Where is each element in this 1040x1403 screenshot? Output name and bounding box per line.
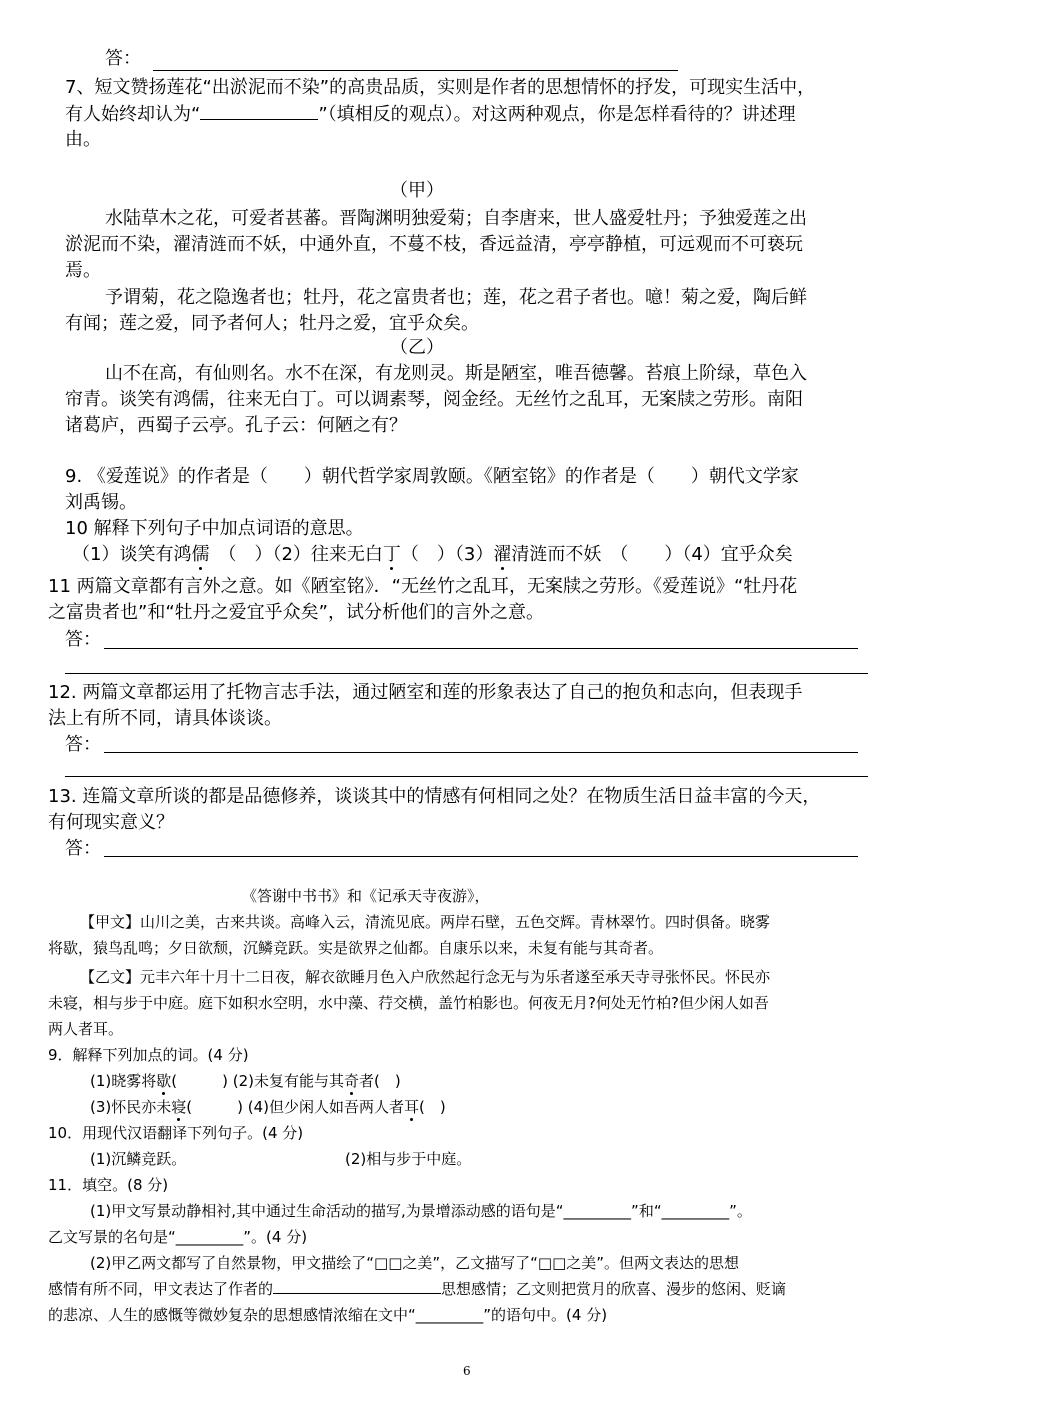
part2-q11-title: 11．填空。(8 分) <box>48 1176 169 1194</box>
yi-line2: 帘青。谈笑有鸿儒，往来无白丁。可以调素琴，阅金经。无丝竹之乱耳，无案牍之劳形。南阳 <box>65 389 803 410</box>
part2-q10-item2: (2)相与步于中庭。 <box>345 1150 472 1168</box>
q12-answer-label: 答： <box>65 734 101 755</box>
jia-p2-line2: 有闻；莲之爱，同予者何人；牡丹之爱，宜乎众矣。 <box>65 313 479 334</box>
jia-p1-line2: 淤泥而不染，濯清涟而不妖，中通外直，不蔓不枝，香远益清，亭亭静植，可远观而不可亵玩 <box>65 234 803 255</box>
jia-p2-line1: 予谓菊，花之隐逸者也；牡丹，花之富贵者也；莲，花之君子者也。噫！菊之爱，陶后鲜 <box>105 287 807 308</box>
part2-q11-line2: 乙文写景的名句是“_________”。(4 分) <box>48 1228 308 1246</box>
part2-jia-line2: 将歇，猿鸟乱鸣；夕日欲颓，沉鳞竞跃。实是欲界之仙都。自康乐以来，未复有能与其奇者。 <box>48 939 664 957</box>
part2-q11-blank[interactable] <box>273 1278 441 1294</box>
q11-line2: 之富贵者也”和“牡丹之爱宜乎众矣”，试分析他们的言外之意。 <box>48 602 544 623</box>
answer-label-q6: 答： <box>105 48 141 69</box>
part2-yi-line1: 【乙文】元丰六年十月十二日夜，解衣欲睡月色入户欣然起行念无与为乐者遂至承天寺寻张怀民。怀民亦 <box>80 968 771 986</box>
part2-yi-line3: 两人者耳。 <box>48 1020 124 1038</box>
q7-line1: 7、短文赞扬莲花“出淤泥而不染”的高贵品质，实则是作者的思想情怀的抒发，可现实生活中， <box>65 77 816 98</box>
yi-line3: 诸葛庐，西蜀子云亭。孔子云：何陋之有？ <box>65 415 407 436</box>
q11-answer-label: 答： <box>65 629 101 650</box>
q13-line2: 有何现实意义？ <box>48 812 174 833</box>
part2-q10-item1: (1)沉鳞竞跃。 <box>90 1150 187 1168</box>
part2-title: 《答谢中书书》和《记承天寺夜游》， <box>242 887 490 905</box>
q10-title: 10 解释下列句子中加点词语的意思。 <box>65 518 364 539</box>
q12-answer-line1[interactable] <box>104 752 858 753</box>
part2-yi-line2: 未寝，相与步于中庭。庭下如积水空明，水中藻、荇交横，盖竹柏影也。何夜无月?何处无竹柏?但少闲人如吾 <box>48 994 769 1012</box>
yi-line1: 山不在高，有仙则名。水不在深，有龙则灵。斯是陋室，唯吾德馨。苔痕上阶绿，草色入 <box>105 363 807 384</box>
q11-line1: 11 两篇文章都有言外之意。如《陋室铭》．“无丝竹之乱耳，无案牍之劳形。《爱莲说》“牡丹花 <box>48 576 798 597</box>
jia-heading: （甲） <box>390 180 444 201</box>
q12-line2: 法上有所不同，请具体谈谈。 <box>48 708 282 729</box>
q7-line2: 有人始终却认为“ ”（填相反的观点）。对这两种观点，你是怎样看待的？讲述理 <box>65 101 796 128</box>
q7-line3: 由。 <box>65 129 101 150</box>
jia-p1-line3: 焉。 <box>65 260 101 281</box>
page-number: 6 <box>463 1364 471 1378</box>
answer-line-q6[interactable] <box>153 70 678 71</box>
q13-answer-line1[interactable] <box>104 856 858 857</box>
q12-answer-line2[interactable] <box>65 776 868 777</box>
q13-answer-label: 答： <box>65 838 101 859</box>
q12-line1: 12. 两篇文章都运用了托物言志手法，通过陋室和莲的形象表达了自己的抱负和志向，但表现手 <box>48 682 803 703</box>
part2-q9-row1: (1)晓雾将歇( ) (2)未复有能与其奇者( ) <box>90 1072 401 1090</box>
q13-line1: 13. 连篇文章所谈的都是品德修养，谈谈其中的情感有何相同之处？在物质生活日益丰富的今天， <box>48 786 821 807</box>
q11-answer-line1[interactable] <box>104 648 858 649</box>
part2-jia-line1: 【甲文】山川之美，古来共谈。高峰入云，清流见底。两岸石壁，五色交辉。青林翠竹。四时俱备。晓雾 <box>80 913 771 931</box>
part2-q10-title: 10．用现代汉语翻译下列句子。(4 分) <box>48 1124 304 1142</box>
q7-blank[interactable] <box>200 101 318 120</box>
yi-heading: （乙） <box>390 337 444 358</box>
part2-q11-line1: (1)甲文写景动静相衬,其中通过生命活动的描写,为景增添动感的语句是“_________”和“_________”。 <box>90 1202 752 1220</box>
q10-items: （1）谈笑有鸿儒 （ ）（2）往来无白丁（ ）（3）濯清涟而不妖 （ ）（4）宜乎众矣 <box>72 544 793 565</box>
part2-q9-title: 9．解释下列加点的词。(4 分) <box>48 1046 249 1064</box>
jia-p1-line1: 水陆草木之花，可爱者甚蕃。晋陶渊明独爱菊；自李唐来，世人盛爱牡丹；予独爱莲之出 <box>105 208 807 229</box>
part2-q11-line5: 的悲凉、人生的感慨等微妙复杂的思想感情浓缩在文中“_________”的语句中。(4 分) <box>48 1306 608 1324</box>
q9-line1: 9. 《爱莲说》的作者是（ ）朝代哲学家周敦颐。《陋室铭》的作者是（ ）朝代文学家 <box>65 466 799 487</box>
q11-answer-line2[interactable] <box>65 673 868 674</box>
q9-line2: 刘禹锡。 <box>65 492 137 513</box>
part2-q11-line4: 感情有所不同，甲文表达了作者的 思想感情；乙文则把赏月的欣喜、漫步的悠闲、贬谪 <box>48 1280 787 1298</box>
part2-q11-line3: (2)甲乙两文都写了自然景物，甲文描绘了“□□之美”，乙文描写了“□□之美”。但两文表达的思想 <box>90 1254 740 1272</box>
part2-q9-row2: (3)怀民亦未寝( ) (4)但少闲人如吾两人者耳( ) <box>90 1098 446 1116</box>
